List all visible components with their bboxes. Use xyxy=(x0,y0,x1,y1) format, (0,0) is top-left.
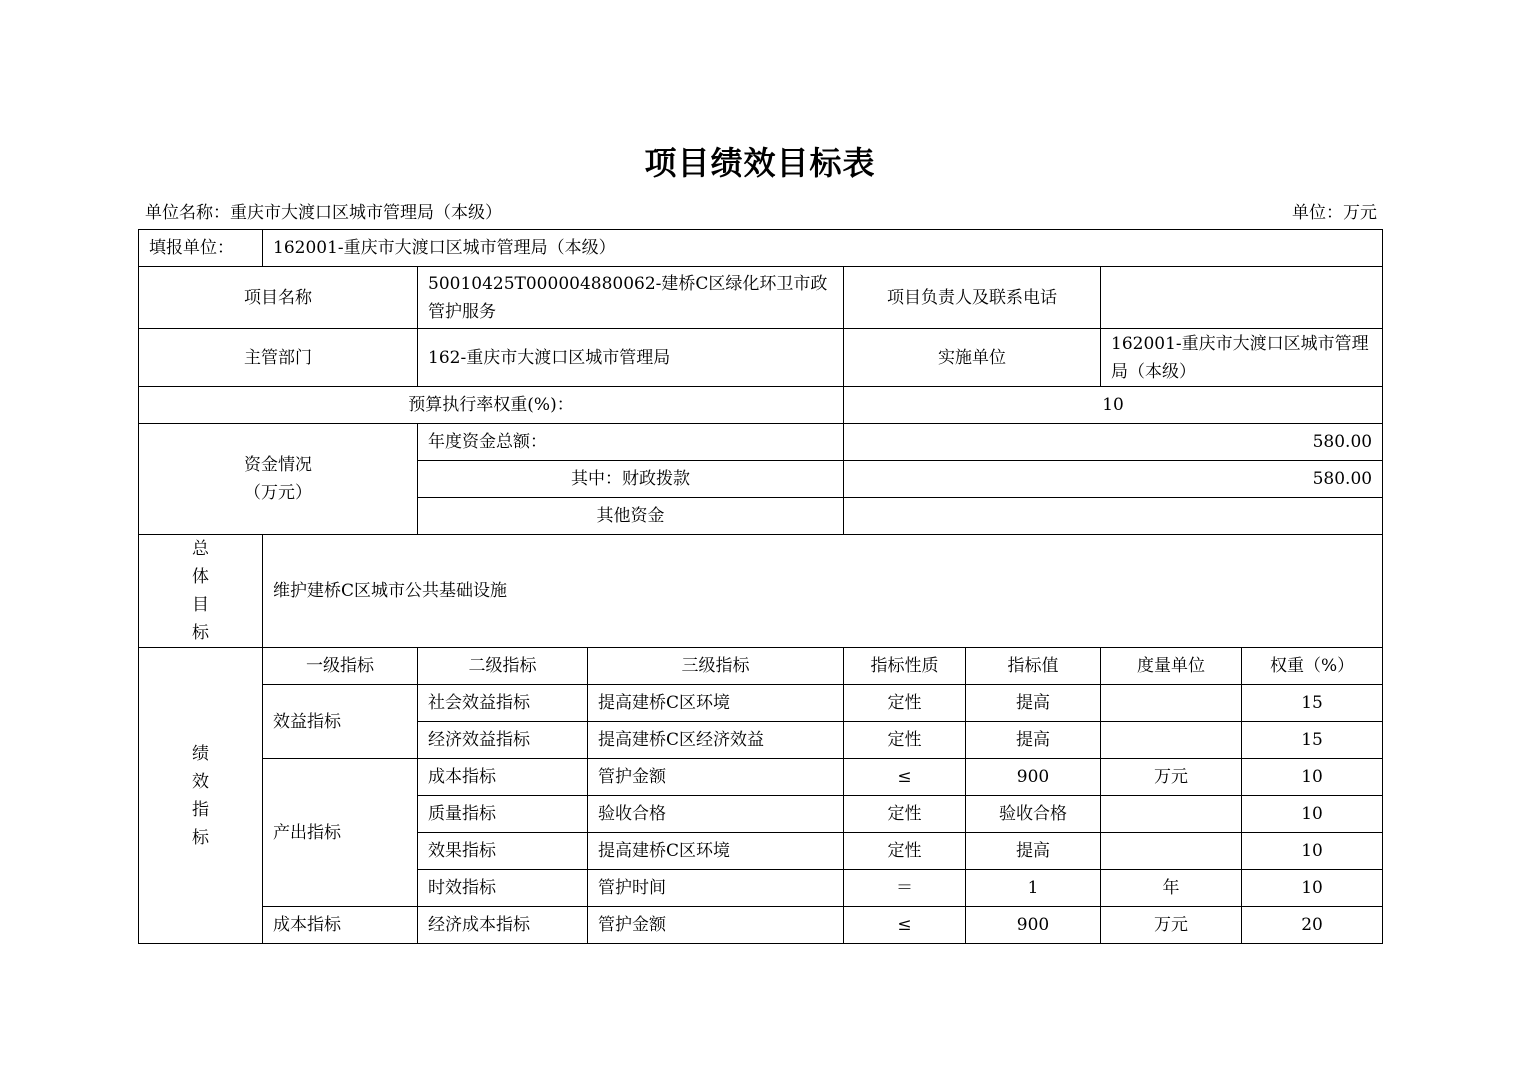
nature-cell: 定性 xyxy=(844,833,966,870)
dept-label: 主管部门 xyxy=(139,329,418,387)
header-level3: 三级指标 xyxy=(588,648,844,685)
level2-cell: 质量指标 xyxy=(418,796,588,833)
level1-benefit: 效益指标 xyxy=(263,685,418,759)
project-name-row xyxy=(139,267,1383,329)
value-cell: 900 xyxy=(966,907,1101,944)
header-nature: 指标性质 xyxy=(844,648,966,685)
dept-row xyxy=(139,329,1383,387)
table-row xyxy=(139,685,1383,722)
level3-cell: 管护时间 xyxy=(588,870,844,907)
level3-cell: 管护金额 xyxy=(588,907,844,944)
annual-total-value: 580.00 xyxy=(844,424,1383,461)
overall-goal-value: 维护建桥C区城市公共基础设施 xyxy=(263,535,1383,648)
indicator-header-row xyxy=(139,648,1383,685)
perf-indicator-label: 绩 效 指 标 xyxy=(139,648,263,944)
value-cell: 提高 xyxy=(966,833,1101,870)
level3-cell: 提高建桥C区环境 xyxy=(588,833,844,870)
weight-cell: 20 xyxy=(1242,907,1383,944)
table-row xyxy=(139,907,1383,944)
nature-cell: 定性 xyxy=(844,685,966,722)
value-cell: 提高 xyxy=(966,685,1101,722)
value-cell: 1 xyxy=(966,870,1101,907)
performance-table xyxy=(138,229,1383,944)
funds-label xyxy=(139,424,418,535)
nature-cell: 定性 xyxy=(844,722,966,759)
unit-cell: 万元 xyxy=(1101,759,1242,796)
level1-cost: 成本指标 xyxy=(263,907,418,944)
header-unit: 度量单位 xyxy=(1101,648,1242,685)
nature-cell: 定性 xyxy=(844,796,966,833)
level2-cell: 时效指标 xyxy=(418,870,588,907)
weight-cell: 15 xyxy=(1242,722,1383,759)
level2-cell: 成本指标 xyxy=(418,759,588,796)
weight-cell: 15 xyxy=(1242,685,1383,722)
level3-cell: 提高建桥C区环境 xyxy=(588,685,844,722)
header-weight: 权重（%） xyxy=(1242,648,1383,685)
annual-total-row xyxy=(139,424,1383,461)
unit-cell xyxy=(1101,833,1242,870)
overall-goal-label: 总 体 目 标 xyxy=(139,535,263,648)
overall-goal-row xyxy=(139,535,1383,648)
nature-cell: ≤ xyxy=(844,907,966,944)
level2-cell: 社会效益指标 xyxy=(418,685,588,722)
weight-cell: 10 xyxy=(1242,759,1383,796)
nature-cell: ＝ xyxy=(844,870,966,907)
dept-value: 162-重庆市大渡口区城市管理局 xyxy=(418,329,844,387)
budget-rate-row xyxy=(139,387,1383,424)
project-contact-label: 项目负责人及联系电话 xyxy=(844,267,1101,329)
unit-name: 单位名称：重庆市大渡口区城市管理局（本级） xyxy=(145,203,502,223)
impl-label: 实施单位 xyxy=(844,329,1101,387)
level3-cell: 管护金额 xyxy=(588,759,844,796)
table-row xyxy=(139,759,1383,796)
weight-cell: 10 xyxy=(1242,833,1383,870)
nature-cell: ≤ xyxy=(844,759,966,796)
unit-cell xyxy=(1101,722,1242,759)
level2-cell: 效果指标 xyxy=(418,833,588,870)
fill-unit-label: 填报单位： xyxy=(139,230,263,267)
value-cell: 验收合格 xyxy=(966,796,1101,833)
budget-rate-label: 预算执行率权重(%)： xyxy=(139,387,844,424)
level1-output: 产出指标 xyxy=(263,759,418,907)
level3-cell: 提高建桥C区经济效益 xyxy=(588,722,844,759)
header-level2: 二级指标 xyxy=(418,648,588,685)
fiscal-value: 580.00 xyxy=(844,461,1383,498)
fiscal-label: 其中：财政拨款 xyxy=(418,461,844,498)
value-cell: 900 xyxy=(966,759,1101,796)
impl-value: 162001-重庆市大渡口区城市管理局（本级） xyxy=(1101,329,1383,387)
annual-total-label: 年度资金总额： xyxy=(418,424,844,461)
level3-cell: 验收合格 xyxy=(588,796,844,833)
project-name-label: 项目名称 xyxy=(139,267,418,329)
project-contact-value xyxy=(1101,267,1383,329)
value-cell: 提高 xyxy=(966,722,1101,759)
budget-rate-value: 10 xyxy=(844,387,1383,424)
unit-cell xyxy=(1101,796,1242,833)
level2-cell: 经济效益指标 xyxy=(418,722,588,759)
funds-label-line-2: （万元） xyxy=(244,483,312,503)
header-level1: 一级指标 xyxy=(263,648,418,685)
header-value: 指标值 xyxy=(966,648,1101,685)
unit-cell: 万元 xyxy=(1101,907,1242,944)
weight-cell: 10 xyxy=(1242,870,1383,907)
unit-cell: 年 xyxy=(1101,870,1242,907)
project-name-value: 50010425T000004880062-建桥C区绿化环卫市政管护服务 xyxy=(418,267,844,329)
level2-cell: 经济成本指标 xyxy=(418,907,588,944)
fill-unit-value: 162001-重庆市大渡口区城市管理局（本级） xyxy=(263,230,1383,267)
other-funds-value xyxy=(844,498,1383,535)
unit-cell xyxy=(1101,685,1242,722)
other-funds-label: 其他资金 xyxy=(418,498,844,535)
funds-label-line-1: 资金情况 xyxy=(244,455,312,475)
fill-unit-row xyxy=(139,230,1383,267)
unit-currency: 单位：万元 xyxy=(1292,203,1377,223)
page-title: 项目绩效目标表 xyxy=(644,144,876,182)
weight-cell: 10 xyxy=(1242,796,1383,833)
